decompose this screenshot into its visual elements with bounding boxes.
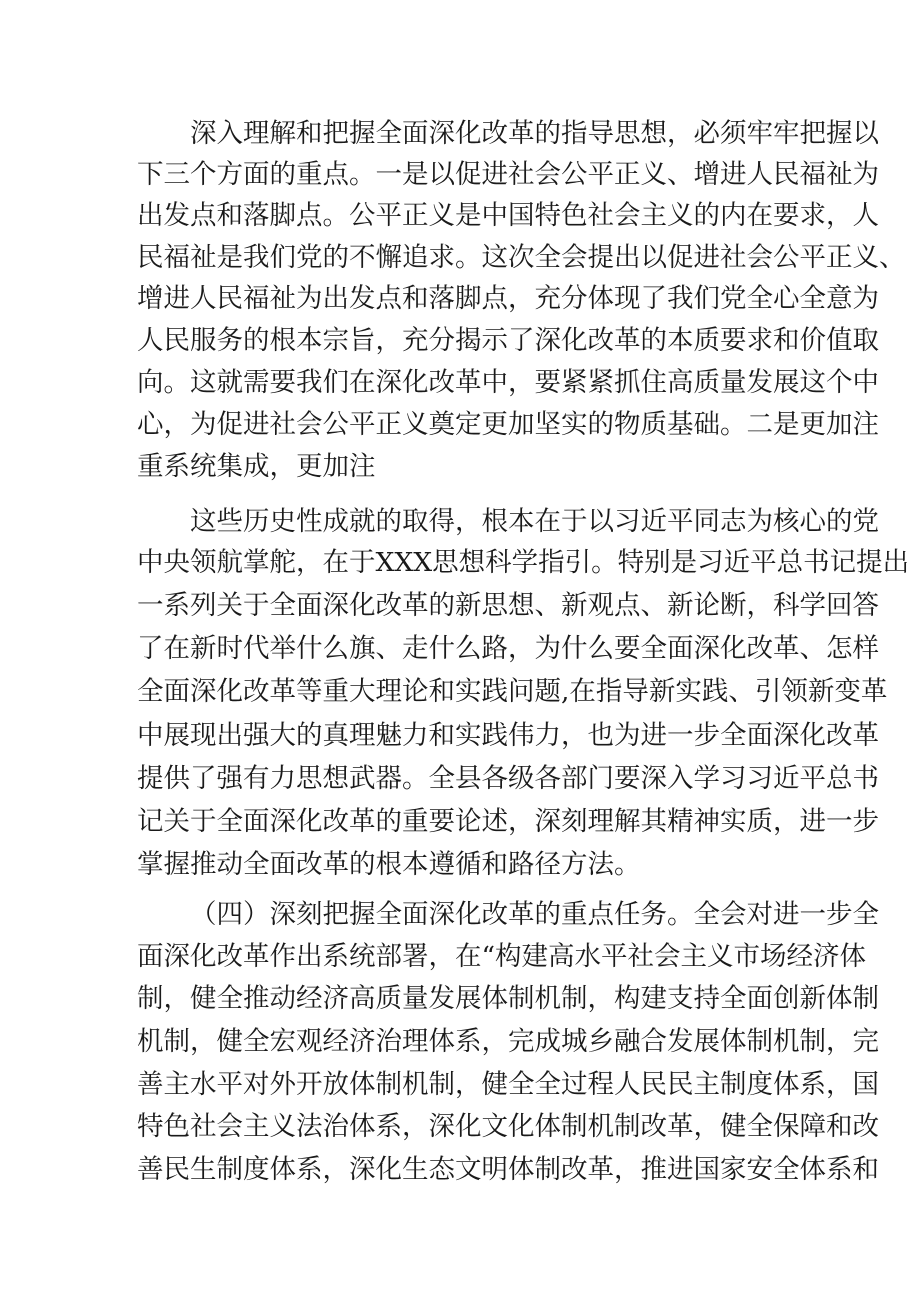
text-line: 机制，健全宏观经济治理体系，完成城乡融合发展体制机制，完 xyxy=(137,1026,879,1057)
text-line: 中央领航掌舵，在于XXX思想科学指引。特别是习近平总书记提出 xyxy=(137,547,910,578)
text-line: 善民生制度体系，深化生态文明体制改革，推进国家安全体系和 xyxy=(137,1154,879,1185)
text-line: 了在新时代举什么旗、走什么路，为什么要全面深化改革、怎样 xyxy=(137,633,879,664)
text-line: 这些历史性成就的取得，根本在于以习近平同志为核心的党 xyxy=(190,506,879,537)
text-line: 制，健全推动经济高质量发展体制机制，构建支持全面创新体制 xyxy=(137,983,879,1014)
text-line: 一系列关于全面深化改革的新思想、新观点、新论断，科学回答 xyxy=(137,590,879,621)
text-line: 全面深化改革等重大理论和实践问题,在指导新实践、引领新变革 xyxy=(137,676,888,707)
text-line: 下三个方面的重点。一是以促进社会公平正义、增进人民福祉为 xyxy=(137,159,879,190)
text-line: 出发点和落脚点。公平正义是中国特色社会主义的内在要求，人 xyxy=(137,200,879,231)
text-line: 增进人民福祉为出发点和落脚点，充分体现了我们党全心全意为 xyxy=(137,283,879,314)
text-line: 向。这就需要我们在深化改革中，要紧紧抓住高质量发展这个中 xyxy=(137,367,879,398)
text-line: 心，为促进社会公平正义奠定更加坚实的物质基础。二是更加注 xyxy=(137,409,879,440)
text-line: 面深化改革作出系统部署，在“构建高水平社会主义市场经济体 xyxy=(137,941,867,972)
text-line: 掌握推动全面改革的根本遵循和路径方法。 xyxy=(137,849,641,880)
text-line: 特色社会主义法治体系，深化文化体制机制改革，健全保障和改 xyxy=(137,1111,879,1142)
text-line: 记关于全面深化改革的重要论述，深刻理解其精神实质，进一步 xyxy=(137,806,879,837)
text-line: 民福祉是我们党的不懈追求。这次全会提出以促进社会公平正义、 xyxy=(137,242,906,273)
text-line: 提供了强有力思想武器。全县各级各部门要深入学习习近平总书 xyxy=(137,763,879,794)
text-line: （四）深刻把握全面深化改革的重点任务。全会对进一步全 xyxy=(190,899,879,930)
text-line: 中展现出强大的真理魅力和实践伟力，也为进一步全面深化改革 xyxy=(137,720,879,751)
text-line: 深入理解和把握全面深化改革的指导思想，必须牢牢把握以 xyxy=(190,118,879,149)
text-line: 人民服务的根本宗旨，充分揭示了深化改革的本质要求和价值取 xyxy=(137,325,879,356)
text-line: 重系统集成，更加注 xyxy=(137,451,376,482)
text-line: 善主水平对外开放体制机制，健全全过程人民民主制度体系，国 xyxy=(137,1069,879,1100)
